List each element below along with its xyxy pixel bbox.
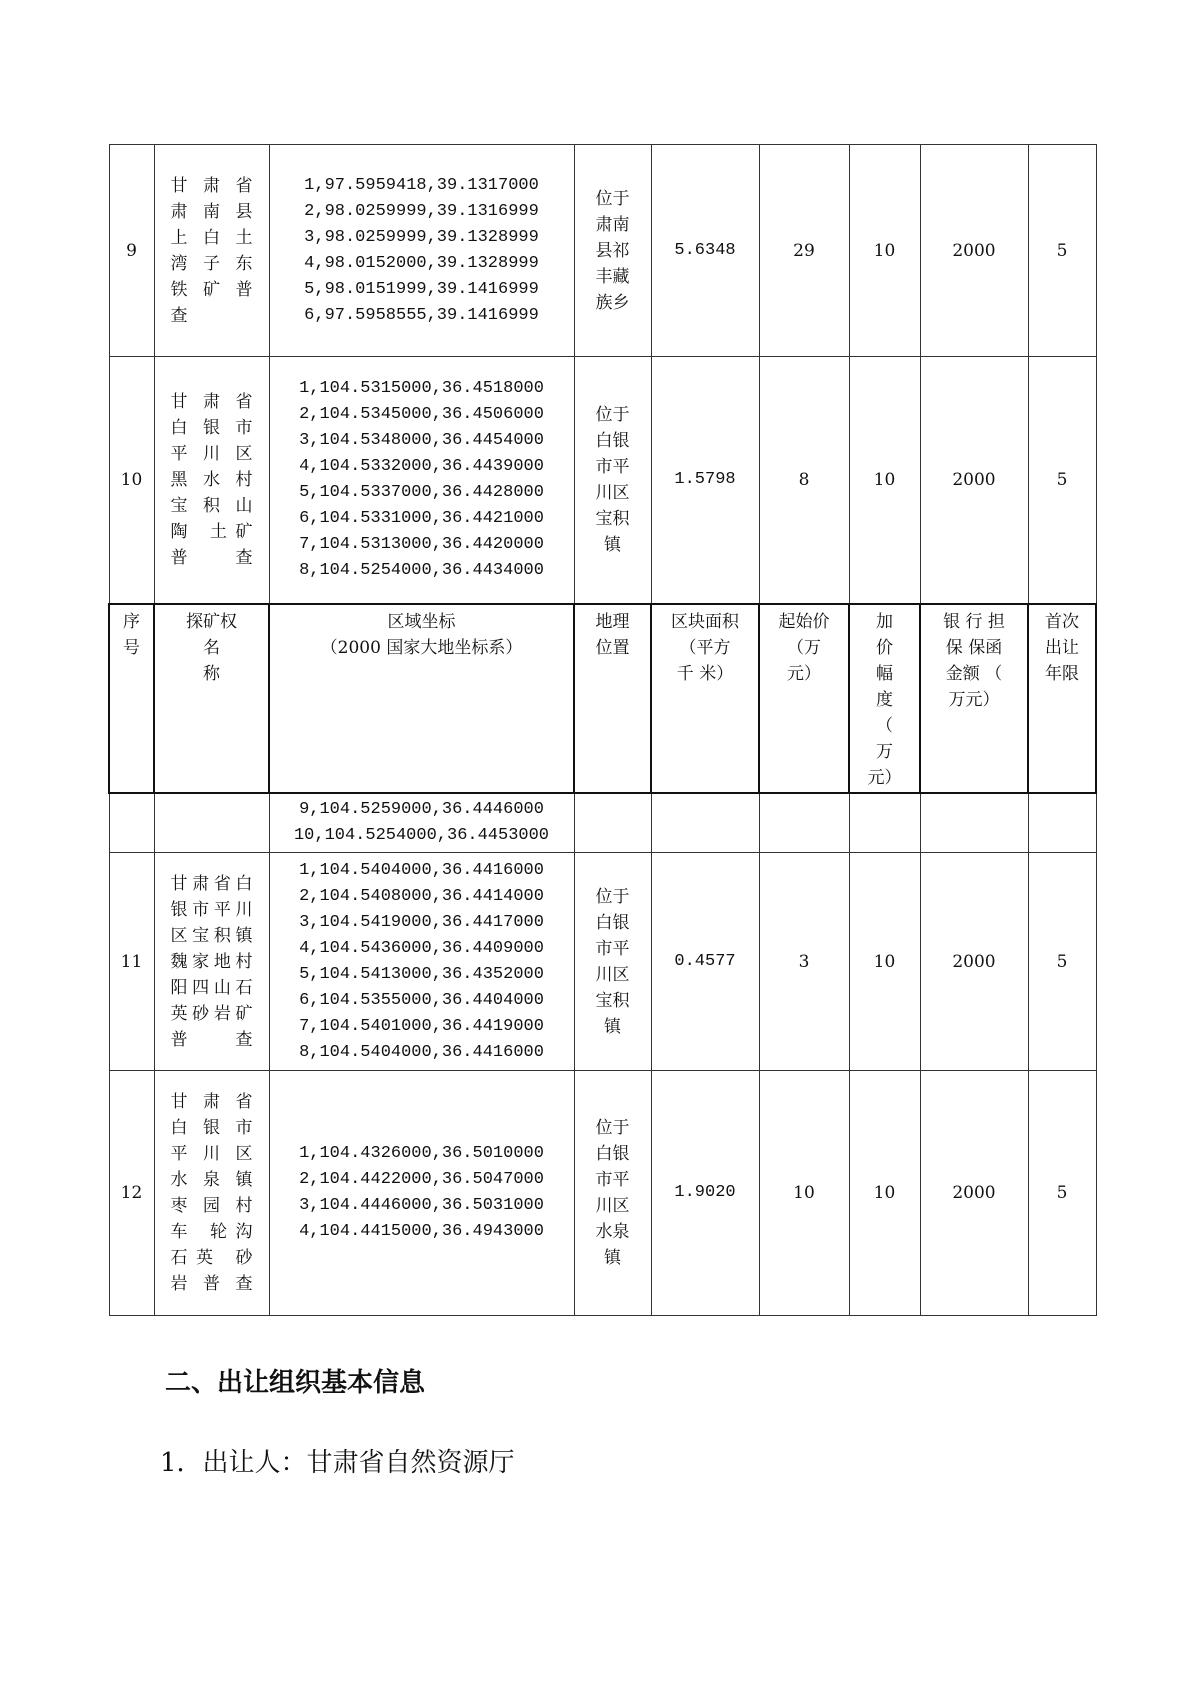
area-cell: 0.4577 [651,853,759,1071]
empty-cell [920,793,1028,853]
cell-line: 白银 [595,1144,630,1164]
cell-line: 银 行 担 [943,611,1005,632]
cell-line: 加 [876,611,893,632]
years-cell: 5 [1028,1071,1096,1316]
cell-line: 10,104.5254000,36.4453000 [293,825,550,845]
cell-line: 阳四山石 [170,977,253,998]
area-cell: 1.5798 [651,357,759,604]
cell-line: 区块面积 [671,611,739,632]
cell-line: 川区 [595,482,630,503]
cell-line: （平方 [679,637,731,658]
cell-line: 水泉 [595,1222,630,1242]
empty-cell [759,793,849,853]
cell-line: 4,104.5436000,36.4409000 [299,938,544,958]
cell-line: 8,104.5404000,36.4416000 [299,1042,544,1062]
empty-cell [849,793,920,853]
coords-cell [269,793,574,853]
cell-line: 位于 [595,404,630,425]
cell-line: 市平 [595,456,630,477]
cell-line: 4,104.5332000,36.4439000 [299,456,544,476]
cell-line: 平 川 区 [170,443,253,464]
rights-name [154,357,269,604]
cell-line: 2,104.4422000,36.5047000 [299,1170,544,1189]
cell-line: 宝 积 山 [170,495,253,516]
area-cell: 1.9020 [651,1071,759,1316]
cell-line: 白 银 市 [170,417,253,438]
header-location [574,604,651,793]
cell-line: 元） [787,663,821,684]
cell-line: 千 米） [676,663,734,684]
cell-line: 地理 [595,611,630,632]
rights-name [154,853,269,1071]
mining-rights-table [108,144,1097,1316]
cell-line: 上 白 土 [170,227,253,248]
cell-line: 区域坐标 [387,611,456,632]
cell-line: 丰藏 [595,266,630,287]
header-name [154,604,269,793]
cell-line: 市平 [595,938,630,959]
cell-line: 英砂岩矿 [170,1003,253,1024]
coords-cell [269,853,574,1071]
cell-line: 3,104.5348000,36.4454000 [299,430,544,450]
cell-line: 1,104.5404000,36.4416000 [299,860,544,880]
cell-line: 白银 [595,430,630,451]
location-cell [574,853,651,1071]
header-increment [849,604,920,793]
cell-line: 万元） [948,689,1000,710]
cell-line: 位于 [595,188,630,209]
table-row [109,145,1096,357]
cell-line: 1,97.5959418,39.1317000 [304,175,539,195]
cell-line: 位置 [595,637,630,658]
row-number: 11 [109,853,154,1071]
cell-line: 水 泉 镇 [170,1170,253,1190]
guarantee-cell: 2000 [920,145,1028,357]
coords-cell [269,1071,574,1316]
cell-line: 白 银 市 [170,1118,253,1138]
increment-cell: 10 [849,357,920,604]
cell-line: 银市平川 [170,899,253,920]
cell-line: 2,104.5345000,36.4506000 [299,404,544,424]
cell-line: 年限 [1045,663,1079,684]
cell-line: 3,104.5419000,36.4417000 [299,912,544,932]
location-cell [574,357,651,604]
cell-line: 县祁 [595,240,630,261]
cell-line: 肃南 [595,214,630,235]
cell-line: 甘 肃 省 [170,391,253,412]
increment-cell: 10 [849,1071,920,1316]
years-cell: 5 [1028,853,1096,1071]
header-area [651,604,759,793]
empty-cell [651,793,759,853]
cell-line: 称 [203,663,220,684]
cell-line: 1,104.4326000,36.5010000 [299,1144,544,1163]
cell-line: （2000 国家大地坐标系） [320,637,523,658]
cell-line: 价 [876,637,893,658]
start-price-cell: 29 [759,145,849,357]
start-price-cell: 10 [759,1071,849,1316]
cell-line: 镇 [604,1016,621,1037]
location-cell [574,1071,651,1316]
cell-line: 肃 南 县 [170,201,253,222]
cell-line: 5,104.5337000,36.4428000 [299,482,544,502]
cell-line: 起始价 [778,611,830,632]
cell-line: 5,104.5413000,36.4352000 [299,964,544,984]
section-title: 二、出让组织基本信息 [165,1368,426,1398]
cell-line: 族乡 [595,292,630,313]
cell-line: 名 [203,637,220,658]
cell-line: 甘 肃 省 [170,175,253,196]
cell-line: 幅 [876,663,893,684]
cell-line: 枣 园 村 [170,1196,253,1216]
header-no [109,604,154,793]
row-number: 9 [109,145,154,357]
cell-line: 位于 [595,1118,630,1138]
cell-line: 岩普查 [170,1274,253,1294]
cell-line: 川区 [595,1196,630,1216]
cell-line: 宝积 [595,990,630,1011]
cell-line: 度 [876,689,893,710]
location-cell [574,145,651,357]
cell-line: 宝积 [595,508,630,529]
cell-line: 7,104.5401000,36.4419000 [299,1016,544,1036]
empty-cell [1028,793,1096,853]
start-price-cell: 3 [759,853,849,1071]
cell-line: 万 [876,741,893,762]
cell-line: 平 川 区 [170,1144,253,1164]
row-number: 12 [109,1071,154,1316]
cell-line: 区宝积镇 [170,925,253,946]
cell-line: 2,104.5408000,36.4414000 [299,886,544,906]
cell-line: 铁 矿 普 [170,279,253,300]
cell-line: 普查 [170,547,253,568]
coords-cell [269,357,574,604]
table-row [109,853,1096,1071]
empty-cell [109,793,154,853]
cell-line: 湾 子 东 [170,253,253,274]
table-row [109,357,1096,604]
cell-line: 8,104.5254000,36.4434000 [299,560,544,580]
years-cell: 5 [1028,357,1096,604]
cell-line: 车 轮沟 [170,1222,253,1242]
table-row [109,1071,1096,1316]
increment-cell: 10 [849,145,920,357]
header-years [1028,604,1096,793]
cell-line: 3,104.4446000,36.5031000 [299,1196,544,1215]
cell-line: 川区 [595,964,630,985]
cell-line: 探矿权 [186,611,237,632]
cell-line: （ [876,715,893,736]
guarantee-cell: 2000 [920,357,1028,604]
row-number: 10 [109,357,154,604]
guarantee-cell: 2000 [920,1071,1028,1316]
table-header-row [109,604,1096,793]
cell-line: 4,104.4415000,36.4943000 [299,1222,544,1241]
cell-line: 6,104.5355000,36.4404000 [299,990,544,1010]
coords-cell [269,145,574,357]
cell-line: 出让 [1045,637,1079,658]
start-price-cell: 8 [759,357,849,604]
cell-line: 4,98.0152000,39.1328999 [304,253,539,273]
cell-line: 白银 [595,912,630,933]
header-start-price [759,604,849,793]
empty-cell [574,793,651,853]
cell-line: 6,97.5958555,39.1416999 [304,305,539,325]
cell-line: 甘 肃 省 [170,1092,253,1112]
cell-line: 位于 [595,886,630,907]
cell-line: 7,104.5313000,36.4420000 [299,534,544,554]
cell-line: 9,104.5259000,36.4446000 [299,799,544,819]
continuation-row [109,793,1096,853]
cell-line: 5,98.0151999,39.1416999 [304,279,539,299]
cell-line: 黑 水 村 [170,469,253,490]
area-cell: 5.6348 [651,145,759,357]
transferor-line: 1．出让人：甘肃省自然资源厅 [160,1448,515,1478]
years-cell: 5 [1028,145,1096,357]
rights-name [154,1071,269,1316]
cell-line: 元） [867,767,902,788]
cell-line: 市平 [595,1170,630,1190]
cell-line: 查 [170,305,188,326]
empty-cell [154,793,269,853]
cell-line: 序 [123,611,140,632]
cell-line: 金额 （ [945,663,1003,684]
cell-line: 1,104.5315000,36.4518000 [299,378,544,398]
header-coords [269,604,574,793]
cell-line: 普查 [170,1029,253,1050]
cell-line: （万 [787,637,821,658]
header-guarantee [920,604,1028,793]
increment-cell: 10 [849,853,920,1071]
cell-line: 陶 土矿 [170,521,253,542]
cell-line: 2,98.0259999,39.1316999 [304,201,539,221]
cell-line: 甘肃省白 [170,873,253,894]
cell-line: 首次 [1045,611,1079,632]
cell-line: 魏家地村 [170,951,253,972]
cell-line: 3,98.0259999,39.1328999 [304,227,539,247]
cell-line: 6,104.5331000,36.4421000 [299,508,544,528]
cell-line: 石英 砂 [170,1248,253,1268]
cell-line: 镇 [604,1248,621,1268]
cell-line: 保 保函 [945,637,1003,658]
cell-line: 镇 [604,534,621,555]
cell-line: 号 [123,637,140,658]
rights-name [154,145,269,357]
guarantee-cell: 2000 [920,853,1028,1071]
